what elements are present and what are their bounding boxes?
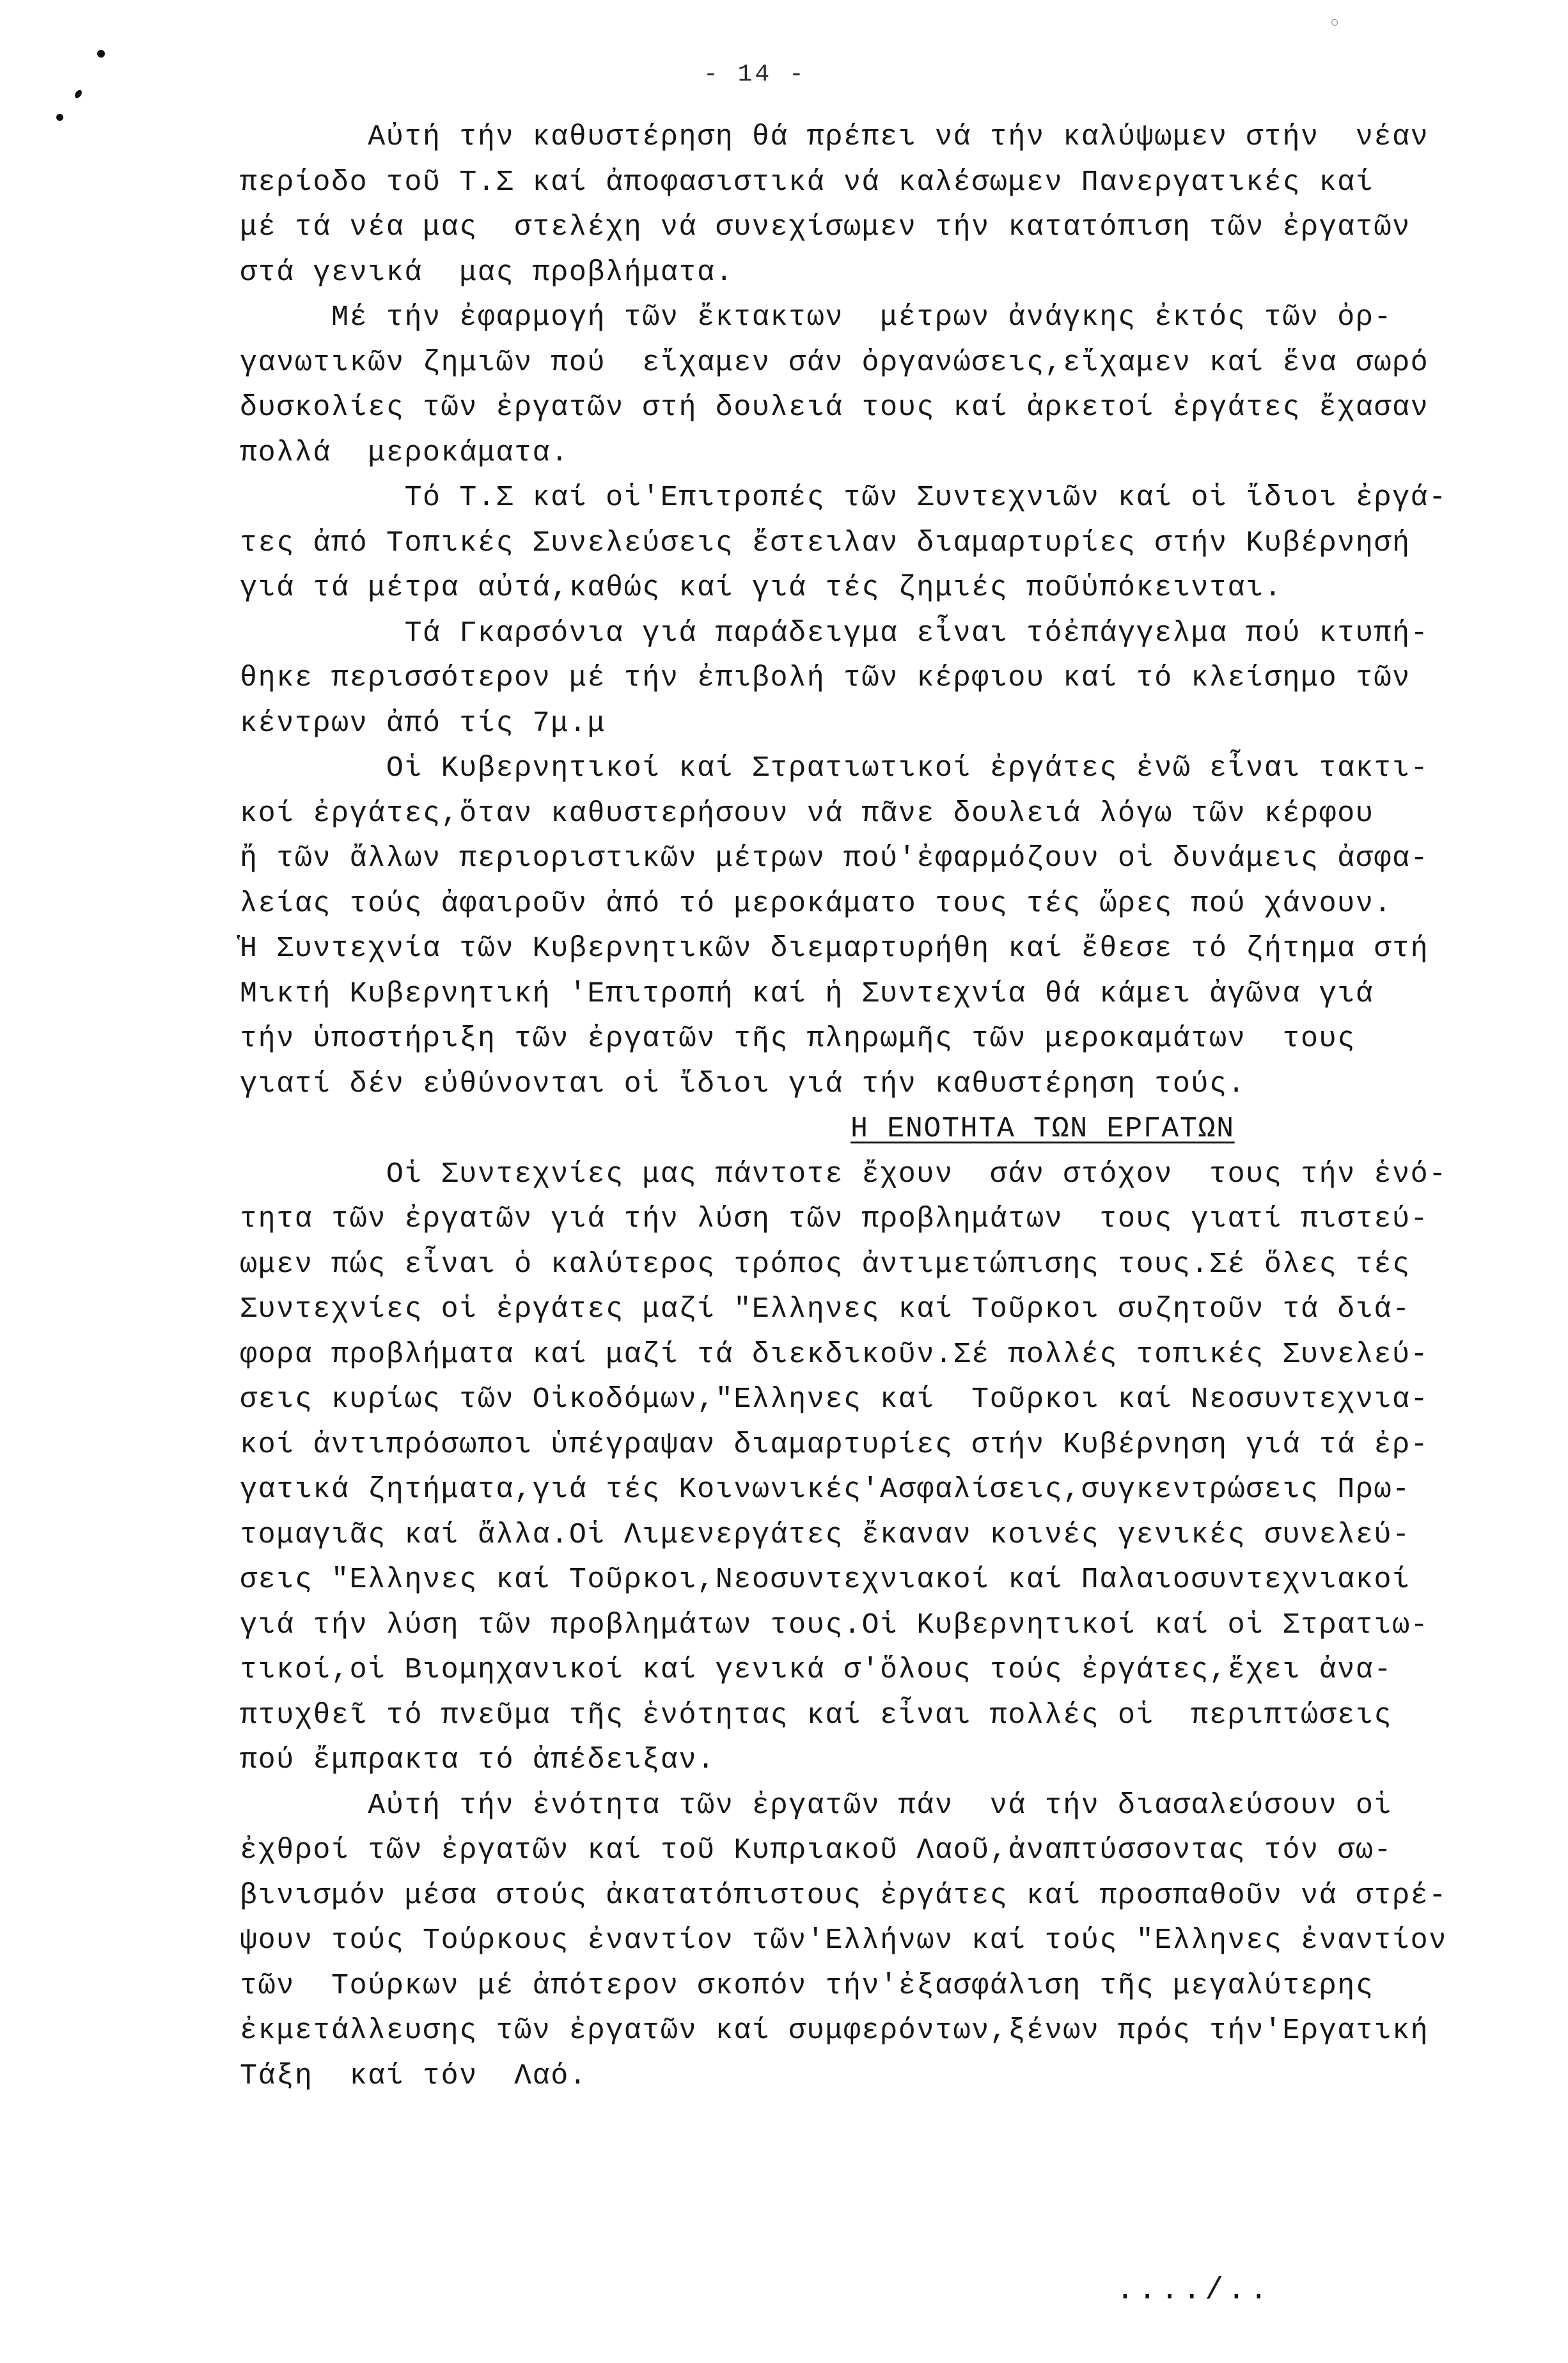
text-line: Μικτή Κυβερνητική 'Επιτροπή καί ἡ Συντεχνία θά κάμει ἀγῶνα γιά — [240, 977, 1374, 1010]
text-line: γιατί δέν εὐθύνονται οἱ ἴδιοι γιά τήν καθυστέρηση τούς. — [240, 1067, 1246, 1101]
text-line: τικοί,οἱ Βιομηχανικοί καί γενικά σ'ὅλους τούς ἐργάτες,ἔχει ἀνα- — [240, 1654, 1393, 1686]
text-line: Αὐτή τήν ἑνότητα τῶν ἐργατῶν πάν νά τήν διασαλεύσουν οἱ — [240, 1789, 1393, 1822]
text-line: πολλά μεροκάματα. — [240, 436, 569, 469]
text-line: σεις κυρίως τῶν Οἰκοδόμων,"Ελληνες καί Τοῦρκοι καί Νεοσυντεχνια- — [240, 1383, 1429, 1416]
text-line: τῶν Τούρκων μέ ἀπότερον σκοπόν τήν'ἐξασφάλιση τῆς μεγαλύτερης — [240, 1969, 1374, 2002]
text-line: γατικά ζητήματα,γιά τές Κοινωνικές'Ασφαλίσεις,συγκεντρώσεις Πρω- — [240, 1473, 1411, 1506]
body-text — [240, 115, 1493, 2099]
text-line: Αὐτή τήν καθυστέρηση θά πρέπει νά τήν καλύψωμεν στήν νέαν — [240, 121, 1429, 153]
text-line: Συντεχνίες οἱ ἐργάτες μαζί "Ελληνες καί Τοῦρκοι συζητοῦν τά διά- — [240, 1293, 1411, 1326]
text-line: στά γενικά μας προβλήματα. — [240, 256, 734, 289]
text-line: Τά Γκαρσόνια γιά παράδειγμα εἶναι τόἐπάγγελμα πού κτυπή- — [240, 616, 1429, 650]
text-line: ἤ τῶν ἄλλων περιοριστικῶν μέτρων πού'ἐφαρμόζουν οἱ δυνάμεις ἀσφα- — [240, 842, 1429, 875]
text-line: τητα τῶν ἐργατῶν γιά τήν λύση τῶν προβλημάτων τους γιατί πιστεύ- — [240, 1203, 1429, 1236]
text-line: ψουν τούς Τούρκους ἐναντίον τῶν'Ελλήνων καί τούς "Ελληνες ἐναντίον — [240, 1924, 1447, 1957]
text-line: Τό Τ.Σ καί οἱ'Επιτροπές τῶν Συντεχνιῶν καί οἱ ἴδιοι ἐργά- — [240, 482, 1447, 514]
text-line: κέντρων ἀπό τίς 7μ.μ — [240, 707, 606, 740]
continuation-marker: ..../.. — [1116, 2273, 1272, 2308]
text-line: πτυχθεῖ τό πνεῦμα τῆς ἑνότητας καί εἶναι πολλές οἱ περιπτώσεις — [240, 1699, 1393, 1732]
text-line: Οἱ Συντεχνίες μας πάντοτε ἔχουν σάν στόχον τους τήν ἑνό- — [240, 1158, 1447, 1191]
text-line: Οἱ Κυβερνητικοί καί Στρατιωτικοί ἐργάτες ἐνῶ εἶναι τακτι- — [240, 752, 1429, 785]
text-line: Ἡ Συντεχνία τῶν Κυβερνητικῶν διεμαρτυρήθη καί ἔθεσε τό ζήτημα στή — [240, 932, 1429, 965]
section-heading: Η ΕΝΟΤΗΤΑ ΤΩΝ ΕΡΓΑΤΩΝ — [851, 1113, 1235, 1145]
text-line: γιά τήν λύση τῶν προβλημάτων τους.Οἱ Κυβερνητικοί καί οἱ Στρατιω- — [240, 1608, 1429, 1642]
ink-speck — [74, 89, 83, 100]
text-line: φορα προβλήματα καί μαζί τά διεκδικοῦν.Σέ πολλές τοπικές Συνελεύ- — [240, 1338, 1429, 1371]
text-line: κοί ἐργάτες,ὅταν καθυστερήσουν νά πᾶνε δουλειά λόγω τῶν κέρφου — [240, 797, 1374, 830]
ink-speck — [1331, 19, 1338, 26]
text-line: γιά τά μέτρα αὐτά,καθώς καί γιά τές ζημιές ποῦὑπόκεινται. — [240, 572, 1283, 604]
text-line: σεις "Ελληνες καί Τοῦρκοι,Νεοσυντεχνιακοί καί Παλαιοσυντεχνιακοί — [240, 1564, 1411, 1596]
text-line: μέ τά νέα μας στελέχη νά συνεχίσωμεν τήν κατατόπιση τῶν ἐργατῶν — [240, 211, 1411, 244]
text-line: Μέ τήν ἐφαρμογή τῶν ἔκτακτων μέτρων ἀνάγκης ἐκτός τῶν ὀρ- — [240, 301, 1393, 334]
text-line: ἐκμετάλλευσης τῶν ἐργατῶν καί συμφερόντων,ξένων πρός τήν'Εργατική — [240, 2014, 1429, 2047]
text-line: Τάξη καί τόν Λαό. — [240, 2059, 588, 2092]
text-line: βινισμόν μέσα στούς ἀκατατόπιστους ἐργάτες καί προσπαθοῦν νά στρέ- — [240, 1879, 1447, 1912]
text-line: δυσκολίες τῶν ἐργατῶν στή δουλειά τους καί ἀρκετοί ἐργάτες ἔχασαν — [240, 391, 1429, 424]
text-line: λείας τούς ἀφαιροῦν ἀπό τό μεροκάματο τους τές ὥρες πού χάνουν. — [240, 887, 1393, 920]
page-number: - 14 - — [703, 61, 806, 88]
text-line: γανωτικῶν ζημιῶν πού εἴχαμεν σάν ὀργανώσεις,εἴχαμεν καί ἕνα σωρό — [240, 346, 1429, 379]
text-line: περίοδο τοῦ Τ.Σ καί ἀποφασιστικά νά καλέσωμεν Πανεργατικές καί — [240, 166, 1374, 199]
text-line: ωμεν πώς εἶναι ὁ καλύτερος τρόπος ἀντιμετώπισης τους.Σέ ὅλες τές — [240, 1248, 1411, 1281]
text-line: τομαγιᾶς καί ἄλλα.Οἱ Λιμενεργάτες ἔκαναν κοινές γενικές συνελεύ- — [240, 1518, 1411, 1551]
text-line: θηκε περισσότερον μέ τήν ἐπιβολή τῶν κέρφιου καί τό κλείσημο τῶν — [240, 662, 1411, 695]
text-line: τες ἀπό Τοπικές Συνελεύσεις ἔστειλαν διαμαρτυρίες στήν Κυβέρνησή — [240, 526, 1411, 560]
ink-speck — [56, 114, 63, 121]
text-line: ἐχθροί τῶν ἐργατῶν καί τοῦ Κυπριακοῦ Λαοῦ,ἀναπτύσσοντας τόν σω- — [240, 1834, 1393, 1867]
text-line: πού ἔμπρακτα τό ἀπέδειξαν. — [240, 1744, 716, 1777]
text-line: τήν ὑποστήριξη τῶν ἐργατῶν τῆς πληρωμῆς τῶν μεροκαμάτων τους — [240, 1023, 1356, 1055]
ink-speck — [97, 50, 105, 58]
text-line: κοί ἀντιπρόσωποι ὑπέγραψαν διαμαρτυρίες στήν Κυβέρνηση γιά τά ἐρ- — [240, 1428, 1429, 1461]
